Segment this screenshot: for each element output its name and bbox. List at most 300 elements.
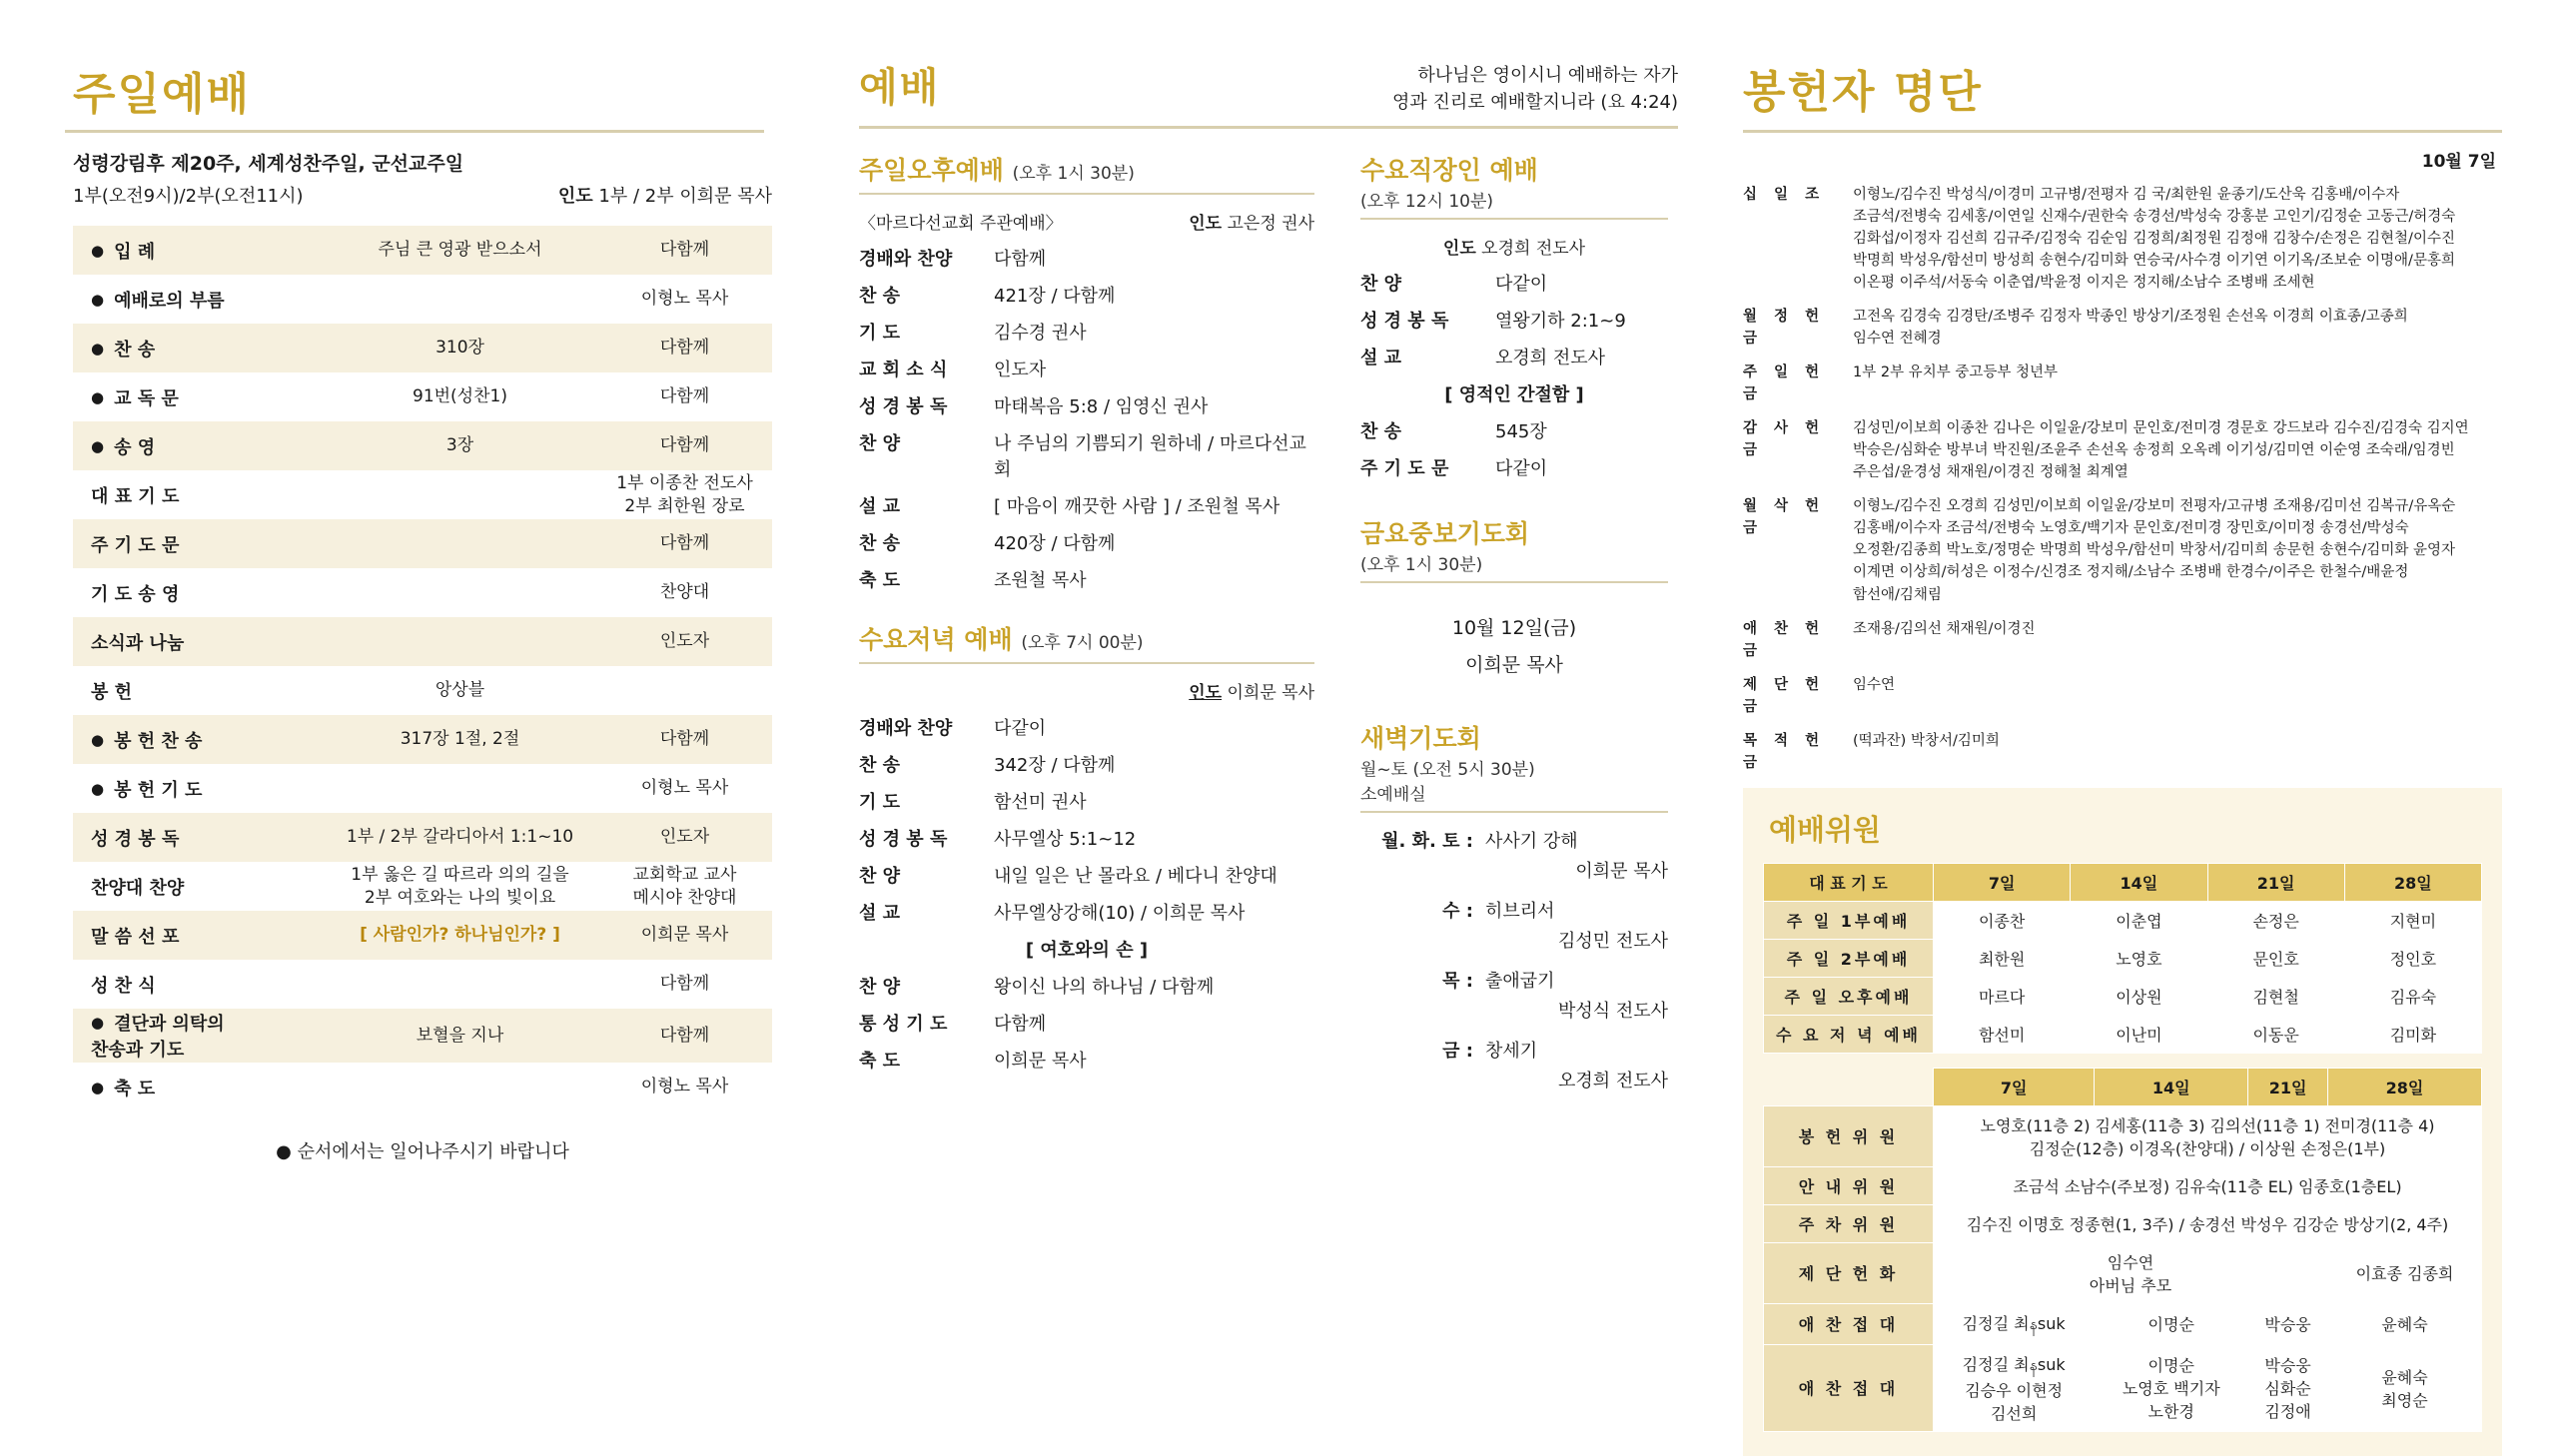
sunday-afternoon-lines — [859, 245, 1314, 592]
sunday-afternoon-note-row — [859, 209, 1314, 234]
order-item-person: 이형노 목사 — [640, 289, 729, 310]
service-line — [859, 1010, 1314, 1036]
donor-category: 감 사 헌 금 — [1743, 420, 1826, 459]
service-line — [1360, 344, 1668, 369]
service-line-label: 찬 송 — [1360, 421, 1402, 442]
order-item-person: 다함께 — [597, 1009, 772, 1063]
committee-cell: 이난미 — [2071, 1015, 2207, 1053]
order-item-person: 다함께 — [597, 715, 772, 764]
table-row — [73, 813, 772, 862]
table-row — [73, 862, 772, 911]
committee-cell: 박승웅 — [2248, 1303, 2328, 1344]
table-row — [1764, 1166, 2482, 1204]
table-header-cell: 21일 — [2248, 1068, 2328, 1105]
committee-role-label: 봉 헌 위 원 — [1764, 1105, 1934, 1166]
table-row — [73, 568, 772, 617]
services-right — [1338, 151, 1668, 1106]
committee-roles-head — [1764, 1068, 2482, 1105]
order-item-label: 대 표 기 도 — [91, 485, 180, 507]
order-item-detail — [323, 275, 597, 324]
representative-prayer-table — [1763, 863, 2482, 1054]
wednesday-worker-title — [1360, 151, 1668, 212]
divider-col2 — [859, 126, 1678, 129]
section-dawn-prayer — [1360, 719, 1668, 1092]
order-item-person: 다함께 — [597, 519, 772, 568]
wednesday-evening-leader — [859, 678, 1314, 703]
order-item-person: 다함께 — [659, 974, 710, 995]
table-header-cell: 14일 — [2095, 1068, 2248, 1105]
order-item-label: 성 찬 식 — [91, 975, 156, 997]
sunday-time-row — [73, 182, 772, 208]
donor-category: 애 찬 헌 금 — [1743, 620, 1826, 659]
order-item-label: 찬양대 찬양 — [91, 877, 185, 899]
table-row — [73, 324, 772, 372]
service-line — [859, 356, 1314, 381]
wednesday-worker-time: (오후 12시 10분) — [1360, 192, 1494, 212]
service-line — [859, 282, 1314, 308]
sunday-leader-label: 인도 — [557, 186, 593, 207]
committee-cell: 정인호 — [2344, 939, 2481, 977]
table-row — [73, 519, 772, 568]
table-header-cell: 7일 — [1934, 863, 2071, 901]
table-row — [1764, 1344, 2482, 1431]
verse-line-1: 하나님은 영이시니 예배하는 자가 — [1417, 65, 1678, 86]
order-item-detail: 앙상블 — [434, 680, 485, 701]
divider-col1 — [65, 130, 764, 133]
service-line-label: 찬 송 — [859, 533, 901, 554]
service-line — [859, 973, 1314, 999]
table-row — [1764, 1105, 2482, 1166]
committee-cell: 이효종 김종희 — [2327, 1242, 2481, 1303]
sunday-afternoon-note: 〈마르다선교회 주관예배〉 — [859, 214, 1063, 234]
sunday-afternoon-leader-label: 인도 — [1189, 214, 1223, 234]
committee-cell: 김정길 최နsuk — [1934, 1303, 2095, 1344]
order-item-label: ● 축 도 — [91, 1078, 156, 1099]
table-header-cell — [1764, 1068, 1934, 1105]
order-item-detail: [ 사람인가? 하나님인가? ] — [323, 911, 597, 960]
table-header-cell: 21일 — [2207, 863, 2344, 901]
table-row — [73, 275, 772, 324]
dawn-prayer-row — [1360, 967, 1668, 1023]
order-item-detail: 310장 — [323, 324, 597, 372]
donor-names: 1부 2부 유치부 중고등부 청년부 — [1853, 364, 2058, 381]
committee-cell: 김정길 최နsuk 김승우 이현정 김선희 — [1934, 1344, 2095, 1431]
service-line-value: 왕이신 나의 하나님 / 다함께 — [994, 977, 1215, 998]
committee-cell: 지현미 — [2344, 901, 2481, 939]
service-line-label: 통 성 기 도 — [859, 1014, 948, 1035]
dawn-day: 수 : — [1442, 901, 1473, 922]
service-line-label: 축 도 — [859, 1051, 901, 1072]
order-item-detail: 1부 옳은 길 따르라 의의 길을 2부 여호와는 나의 빛이요 — [351, 864, 569, 908]
service-line-value: 마태복음 5:8 / 임영신 권사 — [994, 396, 1209, 417]
order-item-label: ● 예배로의 부름 — [91, 290, 225, 312]
order-item-detail — [323, 1063, 597, 1111]
sunday-leader-value: 1부 / 2부 이희문 목사 — [598, 186, 772, 207]
service-line: [ 영적인 간절함 ] — [1444, 384, 1584, 405]
committee-role-label: 제 단 헌 화 — [1764, 1242, 1934, 1303]
sunday-subtitle: 성령강림후 제20주, 세계성찬주일, 군선교주일 — [73, 153, 464, 175]
service-line-value: 다같이 — [994, 718, 1047, 739]
committee-role-label: 주 일 오후예배 — [1764, 977, 1934, 1015]
service-line-value: 김수경 권사 — [994, 323, 1087, 344]
wednesday-evening-title — [859, 620, 1314, 656]
dawn-prayer-place: 소예배실 — [1360, 785, 1426, 805]
sunday-footnote: ● 순서에서는 일어나주시기 바랍니다 — [276, 1141, 569, 1162]
order-item-label: ● 찬 송 — [73, 324, 323, 372]
service-line-label: 성 경 봉 독 — [859, 829, 948, 850]
dawn-preacher: 오경희 전도사 — [1557, 1071, 1668, 1092]
committee-roles-body — [1764, 1105, 2482, 1431]
friday-prayer-title-text: 금요중보기도회 — [1360, 519, 1530, 548]
committee-role-label: 안 내 위 원 — [1764, 1166, 1934, 1204]
committee-role-label: 주 일 1부예배 — [1764, 901, 1934, 939]
service-line — [859, 1047, 1314, 1073]
committee-role-label: 애 찬 접 대 — [1764, 1344, 1934, 1431]
order-item-person: 인도자 — [597, 617, 772, 666]
table-row — [1764, 977, 2482, 1015]
order-item-person: 이형노 목사 — [640, 1077, 729, 1097]
table-header-cell: 14일 — [2071, 863, 2207, 901]
sunday-afternoon-title — [859, 151, 1314, 187]
table-row — [73, 715, 772, 764]
wednesday-evening-lines — [859, 714, 1314, 1073]
service-line — [859, 245, 1314, 271]
order-item-label: ● 입 례 — [73, 226, 323, 275]
donor-row — [1743, 306, 2502, 350]
friday-prayer-time: (오후 1시 30분) — [1360, 555, 1483, 575]
table-row — [73, 226, 772, 275]
service-line-label: 경배와 찬양 — [859, 718, 953, 739]
sunday-order-body — [73, 226, 772, 1111]
service-line — [859, 899, 1314, 925]
wednesday-worker-leader — [1360, 234, 1668, 259]
order-item-detail: 주님 큰 영광 받으소서 — [323, 226, 597, 275]
donor-row — [1743, 184, 2502, 294]
services-header — [859, 40, 1678, 116]
dawn-preacher: 김성민 전도사 — [1557, 931, 1668, 952]
wednesday-worker-lines — [1360, 270, 1668, 480]
bullet-icon: ● — [91, 241, 105, 260]
page-title-offerings: 봉헌자 명단 — [1743, 67, 1983, 118]
service-line — [859, 392, 1314, 418]
service-line-label: 설 교 — [859, 496, 901, 517]
service-line-value: 다함께 — [994, 249, 1047, 270]
service-line-value: 사무엘상 5:1~12 — [994, 829, 1137, 850]
column-offerings — [1708, 0, 2557, 1423]
table-header-cell: 대 표 기 도 — [1764, 863, 1934, 901]
donor-names: 이형노/김수진 오경희 김성민/이보희 이일윤/강보미 전평자/고규병 조재용/김미선 김복규/유옥순 김홍배/이수자 조금석/전병숙 노영호/백기자 문인호/전미경 장민호/이미정 송경선/박성숙 오정환/김종희 박노호/정명순 박명희 박성우/함선미 박창서/김미희 송문헌 송현수/김미화 윤영자 이계면 이상희/허성은 이정수/신경조 정지해/소남수 조병배 한경수/이주은 한철수/배윤정 함선애/김채림 — [1853, 498, 2456, 603]
committee-cell: 이종찬 — [1934, 901, 2071, 939]
table-row — [73, 911, 772, 960]
table-row — [1764, 1242, 2482, 1303]
bullet-icon: ● — [91, 1014, 105, 1032]
committee-cell: 김미화 — [2344, 1015, 2481, 1053]
committee-role-label: 수 요 저 녁 예배 — [1764, 1015, 1934, 1053]
donor-row — [1743, 362, 2502, 405]
friday-prayer-date-block — [1360, 613, 1668, 677]
committee-role-label: 주 차 위 원 — [1764, 1204, 1934, 1242]
order-item-detail: 91번(성찬1) — [413, 386, 507, 407]
order-item-label: ● 교 독 문 — [91, 387, 179, 409]
service-line-value: [ 마음이 깨끗한 사람 ] / 조원철 목사 — [994, 496, 1280, 517]
table-row — [1764, 863, 2482, 901]
service-line-label: 교 회 소 식 — [859, 360, 948, 380]
committee-cell: 이동운 — [2207, 1015, 2344, 1053]
committee-cell: 박승웅 심화순 김정애 — [2248, 1344, 2328, 1431]
service-line — [859, 825, 1314, 851]
table-row — [1764, 1303, 2482, 1344]
dawn-prayer-rows — [1360, 827, 1668, 1092]
committee-cell: 임수연 아버님 추모 — [1934, 1242, 2328, 1303]
service-line-value: 사무엘상강해(10) / 이희문 목사 — [994, 903, 1246, 924]
order-item-detail — [323, 960, 597, 1009]
divider-wednesday-worker — [1360, 218, 1668, 220]
order-item-person: 교회학교 교사 메시야 찬양대 — [632, 864, 737, 908]
section-wednesday-worker — [1360, 151, 1668, 480]
friday-prayer-leader: 이희문 목사 — [1465, 654, 1563, 676]
table-row — [73, 372, 772, 421]
bullet-icon: ● — [91, 779, 105, 798]
page-title-services: 예배 — [859, 65, 941, 111]
donor-names: 고전옥 김경숙 김경탄/조병주 김정자 박종인 방상기/조정원 손선옥 이경희 이효종/고종희 임수연 전혜경 — [1853, 309, 2408, 348]
table-row — [73, 666, 772, 715]
order-item-label: 기 도 송 영 — [91, 583, 180, 605]
service-line-label: 설 교 — [1360, 348, 1402, 368]
bible-verse — [1392, 40, 1678, 116]
committee-cell: 문인호 — [2207, 939, 2344, 977]
service-line-value: 다같이 — [1495, 458, 1548, 479]
dawn-prayer-title-text: 새벽기도회 — [1360, 724, 1481, 753]
order-item-detail: 1부 / 2부 갈라디아서 1:1~10 — [323, 813, 597, 862]
verse-line-2: 영과 진리로 예배할지니라 (요 4:24) — [1391, 92, 1678, 113]
worship-committee-panel — [1743, 788, 2502, 1456]
section-friday-prayer — [1360, 514, 1668, 677]
committee-cell: 마르다 — [1934, 977, 2071, 1015]
representative-prayer-body — [1764, 901, 2482, 1053]
table-row — [1764, 1204, 2482, 1242]
committee-role-label: 애 찬 접 대 — [1764, 1303, 1934, 1344]
donor-list — [1743, 184, 2502, 774]
service-line-label: 경배와 찬양 — [859, 249, 953, 270]
table-row — [73, 960, 772, 1009]
sunday-afternoon-leader-value: 고은정 권사 — [1227, 214, 1314, 234]
service-line — [859, 751, 1314, 777]
wednesday-evening-title-text: 수요저녁 예배 — [859, 625, 1013, 654]
sunday-times: 1부(오전9시)/2부(오전11시) — [73, 186, 304, 207]
bullet-icon: ● — [91, 1078, 105, 1096]
services-body — [859, 151, 1678, 1106]
services-left — [859, 151, 1338, 1106]
dawn-topic: 사사기 강해 이희문 목사 — [1485, 831, 1668, 882]
donor-row — [1743, 674, 2502, 718]
dawn-prayer-row — [1360, 897, 1668, 953]
dawn-preacher: 박성식 전도사 — [1557, 1001, 1668, 1022]
sunday-afternoon-leader — [1189, 209, 1314, 234]
order-item-detail — [323, 519, 597, 568]
wednesday-evening-leader-value: 이희문 목사 — [1227, 683, 1314, 703]
service-line — [859, 429, 1314, 481]
representative-prayer-head — [1764, 863, 2482, 901]
table-header-cell: 7일 — [1934, 1068, 2095, 1105]
service-line-label: 찬 송 — [859, 286, 901, 307]
wednesday-evening-time: (오후 7시 00분) — [1021, 633, 1144, 653]
service-line — [1360, 454, 1668, 480]
bullet-icon: ● — [91, 290, 105, 309]
service-line-value: 조원철 목사 — [994, 570, 1087, 591]
order-item-label: ● 송 영 — [73, 421, 323, 470]
committee-cell: 김수진 이명호 정종현(1, 3주) / 송경선 박성우 김강순 방상기(2, 4주) — [1934, 1204, 2482, 1242]
order-item-person: 이형노 목사 — [640, 778, 729, 799]
donor-names: 이형노/김수진 박성식/이경미 고규병/전평자 김 국/최한원 윤종기/도산욱 김홍배/이수자 조금석/전병숙 김세홍/이연일 신재수/권한숙 송경선/박성숙 강홍분 고인기/김정순 고동근/허경숙 김화섭/이정자 김선희 김규주/김정숙 김순임 김정희/최정원 김정애 김창수/손정은 김현철/이수진 박명희 박성우/함선미 방성희 송현수/김미화 연승국/사수경 이기연 이기옥/조보순 이명애/문홍희 이온평 이주석/서동숙 이춘엽/박윤정 이지은 정지해/소남수 조병배 조세현 — [1853, 187, 2456, 292]
offerings-date: 10월 7일 — [2421, 152, 2496, 172]
committee-cell: 함선미 — [1934, 1015, 2071, 1053]
service-line — [1360, 417, 1668, 443]
order-item-detail: 3장 — [323, 421, 597, 470]
committee-cell: 이춘엽 — [2071, 901, 2207, 939]
sunday-afternoon-title-text: 주일오후예배 — [859, 156, 1004, 185]
service-line — [859, 788, 1314, 814]
order-item-detail — [323, 568, 597, 617]
service-line-value: 342장 / 다함께 — [994, 755, 1116, 776]
service-line — [859, 714, 1314, 740]
wednesday-evening-leader-label: 인도 — [1189, 683, 1223, 703]
order-item-person: 이희문 목사 — [597, 911, 772, 960]
committee-cell: 이명순 노영호 백기자 노한경 — [2095, 1344, 2248, 1431]
order-item-person — [597, 666, 772, 715]
dawn-day: 목 : — [1442, 971, 1473, 992]
donor-category: 월 정 헌 금 — [1743, 309, 1826, 348]
table-row — [73, 1063, 772, 1111]
dawn-prayer-time: 월~토 (오전 5시 30분) — [1360, 760, 1535, 780]
service-line-label: 찬 송 — [859, 755, 901, 776]
service-line-value: 함선미 권사 — [994, 792, 1087, 813]
service-line-label: 찬 양 — [859, 433, 901, 454]
order-item-label: ● 봉 헌 기 도 — [91, 779, 203, 801]
service-line-value: 이희문 목사 — [994, 1051, 1087, 1072]
table-row — [1764, 939, 2482, 977]
service-line-label: 기 도 — [859, 323, 901, 344]
divider-friday-prayer — [1360, 581, 1668, 583]
donor-row — [1743, 495, 2502, 605]
divider-col3 — [1743, 130, 2502, 133]
service-line-label: 축 도 — [859, 570, 901, 591]
service-line — [859, 319, 1314, 345]
service-line-label: 기 도 — [859, 792, 901, 813]
service-line-label: 찬 양 — [1360, 274, 1402, 295]
order-item-label: 성 경 봉 독 — [73, 813, 323, 862]
donor-row — [1743, 417, 2502, 483]
table-header-cell: 28일 — [2344, 863, 2481, 901]
sunday-order-table — [73, 226, 772, 1111]
committee-cell: 이명순 — [2095, 1303, 2248, 1344]
committee-role-label: 주 일 2부예배 — [1764, 939, 1934, 977]
sunday-afternoon-time: (오후 1시 30분) — [1012, 164, 1135, 184]
order-item-person: 1부 이종찬 전도사 2부 최한원 장로 — [616, 472, 753, 516]
service-line-value: 열왕기하 2:1~9 — [1495, 311, 1626, 332]
committee-cell: 이상원 — [2071, 977, 2207, 1015]
service-line-label: 성 경 봉 독 — [859, 396, 948, 417]
order-item-person: 다함께 — [597, 324, 772, 372]
service-line — [859, 492, 1314, 518]
service-line-value: 다같이 — [1495, 274, 1548, 295]
donor-names: 임수연 — [1853, 676, 1896, 693]
table-row — [73, 421, 772, 470]
sunday-leader — [558, 182, 772, 208]
order-item-label: 봉 헌 — [91, 681, 133, 703]
service-line — [859, 566, 1314, 592]
order-item-label: 주 기 도 문 — [73, 519, 323, 568]
section-sunday-afternoon — [859, 151, 1314, 592]
table-row — [1764, 1068, 2482, 1105]
friday-prayer-date: 10월 12일(금) — [1451, 617, 1577, 639]
table-row — [73, 617, 772, 666]
service-line — [859, 862, 1314, 888]
order-item-person: 인도자 — [597, 813, 772, 862]
order-item-person: 찬양대 — [659, 582, 710, 603]
service-line-value: 나 주님의 기쁨되기 원하네 / 마르다선교회 — [994, 433, 1306, 480]
column-sunday-worship — [0, 0, 829, 1229]
service-line — [859, 529, 1314, 555]
service-line — [1360, 307, 1668, 333]
committee-cell: 최한원 — [1934, 939, 2071, 977]
committee-cell: 손정은 — [2207, 901, 2344, 939]
order-item-person: 다함께 — [597, 421, 772, 470]
table-row — [1764, 1015, 2482, 1053]
table-row — [1764, 901, 2482, 939]
order-item-detail: 317장 1절, 2절 — [323, 715, 597, 764]
service-line-label: 주 기 도 문 — [1360, 458, 1449, 479]
table-header-cell: 28일 — [2327, 1068, 2481, 1105]
bullet-icon: ● — [91, 436, 105, 455]
donor-names: 김성민/이보희 이종찬 김나은 이일윤/강보미 문인호/전미경 경문호 강드보라 김수진/김경숙 김지연 박승은/심화순 방부녀 박진원/조윤주 손선옥 송정희 오옥례 이기성/김미연 이순영 조숙래/임경빈 주은섭/윤경성 채재원/이경진 정해철 최계열 — [1853, 420, 2469, 481]
column-services — [829, 0, 1708, 1229]
wednesday-worker-title-text: 수요직장인 예배 — [1360, 156, 1538, 185]
order-item-label: ● 봉 헌 찬 송 — [73, 715, 323, 764]
service-line-value: 421장 / 다함께 — [994, 286, 1116, 307]
dawn-prayer-title — [1360, 719, 1668, 805]
service-line-value: 545장 — [1495, 421, 1547, 442]
service-line-label: 찬 양 — [859, 977, 901, 998]
committee-cell: 노영호 — [2071, 939, 2207, 977]
committee-cell: 윤혜숙 — [2327, 1303, 2481, 1344]
service-line-label: 설 교 — [859, 903, 901, 924]
section-wednesday-evening — [859, 620, 1314, 1073]
table-row — [73, 470, 772, 519]
committee-cell: 윤혜숙 최영순 — [2327, 1344, 2481, 1431]
donor-names: 조재용/김의선 채재원/이경진 — [1853, 620, 2036, 637]
service-line-value: 인도자 — [994, 360, 1047, 380]
table-row — [73, 764, 772, 813]
order-item-person: 다함께 — [659, 386, 710, 407]
divider-sunday-afternoon — [859, 193, 1314, 195]
donor-category: 주 일 헌 금 — [1743, 364, 1826, 403]
dawn-topic: 히브리서 김성민 전도사 — [1485, 901, 1668, 952]
order-item-detail: 보혈을 지나 — [323, 1009, 597, 1063]
order-item-label: 소식과 나눔 — [73, 617, 323, 666]
committee-cell: 김유숙 — [2344, 977, 2481, 1015]
service-line — [1360, 270, 1668, 296]
order-item-label: 말 씀 선 포 — [73, 911, 323, 960]
dawn-day: 월. 화. 토 : — [1381, 831, 1473, 852]
donor-category: 월 삭 헌 금 — [1743, 498, 1826, 537]
dawn-prayer-row — [1360, 1037, 1668, 1092]
order-item-detail — [323, 764, 597, 813]
donor-category: 제 단 헌 금 — [1743, 676, 1826, 715]
dawn-topic: 출애굽기 박성식 전도사 — [1485, 971, 1668, 1022]
donor-category: 목 적 헌 금 — [1743, 732, 1826, 771]
page-title-sunday-worship: 주일예배 — [73, 69, 252, 120]
bullet-icon: ● — [91, 387, 105, 406]
